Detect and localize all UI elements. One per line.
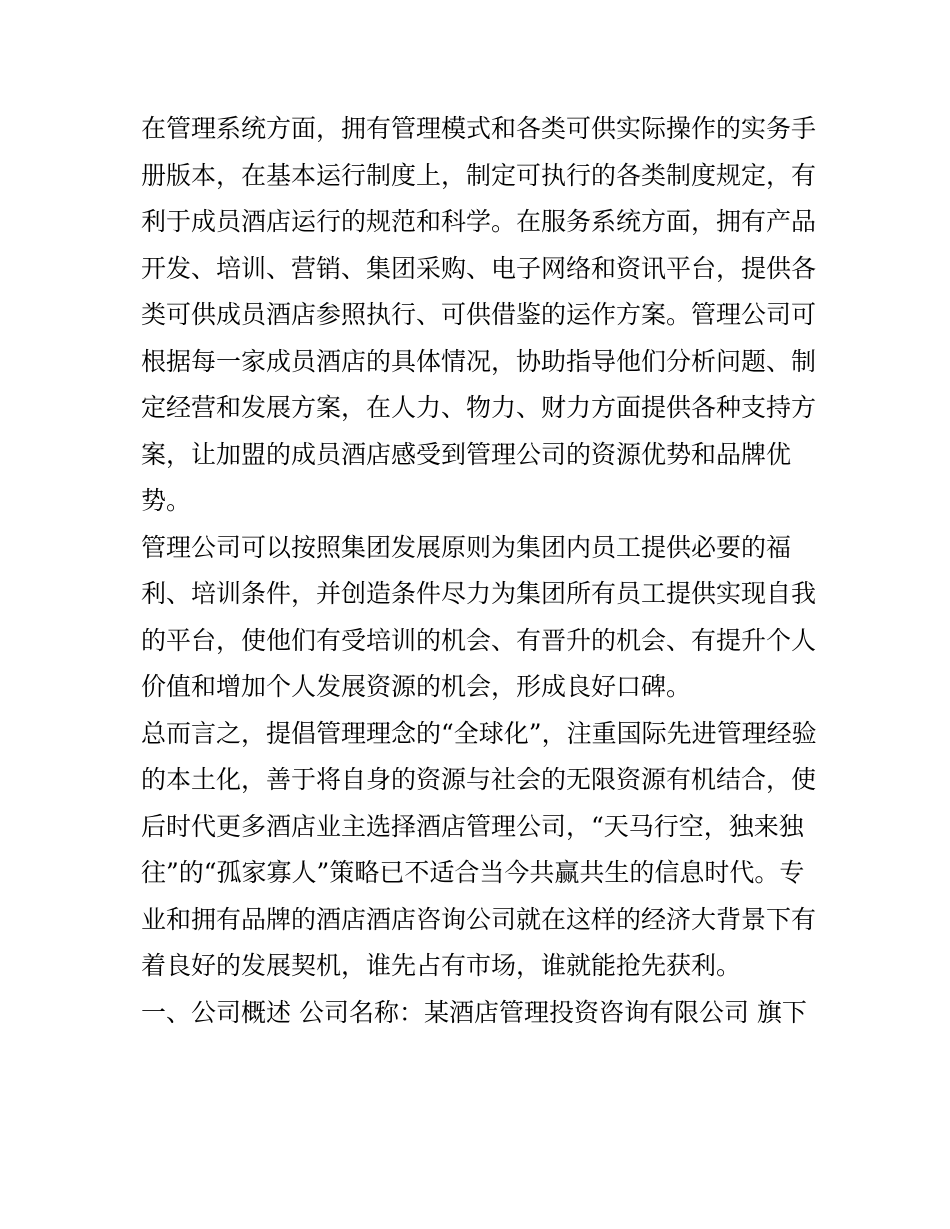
text-line: 利、培训条件，并创造条件尽力为集团所有员工提供实现自我 <box>141 579 817 608</box>
text-line: 在管理系统方面，拥有管理模式和各类可供实际操作的实务手 <box>141 114 817 143</box>
body-text <box>141 106 821 1036</box>
text-line: 往”的“孤家寡人”策略已不适合当今共赢共生的信息时代。专 <box>141 858 805 887</box>
text-line: 根据每一家成员酒店的具体情况，协助指导他们分析问题、制 <box>141 346 817 376</box>
text-line: 类可供成员酒店参照执行、可供借鉴的运作方案。管理公司可 <box>141 300 817 329</box>
text-line: 一、公司概述 公司名称：某酒店管理投资咨询有限公司 旗下 <box>141 997 807 1027</box>
text-line: 的平台，使他们有受培训的机会、有晋升的机会、有提升个人 <box>141 625 817 655</box>
text-line: 势。 <box>141 486 192 515</box>
text-line: 案，让加盟的成员酒店感受到管理公司的资源优势和品牌优 <box>141 439 792 469</box>
text-line: 利于成员酒店运行的规范和科学。在服务系统方面，拥有产品 <box>141 207 817 236</box>
text-line: 定经营和发展方案，在人力、物力、财力方面提供各种支持方 <box>141 393 817 422</box>
text-line: 价值和增加个人发展资源的机会，形成良好口碑。 <box>141 672 692 701</box>
text-line: 业和拥有品牌的酒店酒店咨询公司就在这样的经济大背景下有 <box>141 904 817 934</box>
text-line: 册版本，在基本运行制度上，制定可执行的各类制度规定，有 <box>141 160 817 190</box>
text-line: 着良好的发展契机，谁先占有市场，谁就能抢先获利。 <box>141 951 742 980</box>
text-line: 开发、培训、营销、集团采购、电子网络和资讯平台，提供各 <box>141 253 817 283</box>
text-line: 后时代更多酒店业主选择酒店管理公司，“天马行空，独来独 <box>141 811 804 841</box>
text-line: 总而言之，提倡管理理念的“全球化”，注重国际先进管理经验 <box>141 718 817 748</box>
text-line: 的本土化，善于将自身的资源与社会的无限资源有机结合，使 <box>141 765 817 794</box>
text-line: 管理公司可以按照集团发展原则为集团内员工提供必要的福 <box>141 532 792 562</box>
